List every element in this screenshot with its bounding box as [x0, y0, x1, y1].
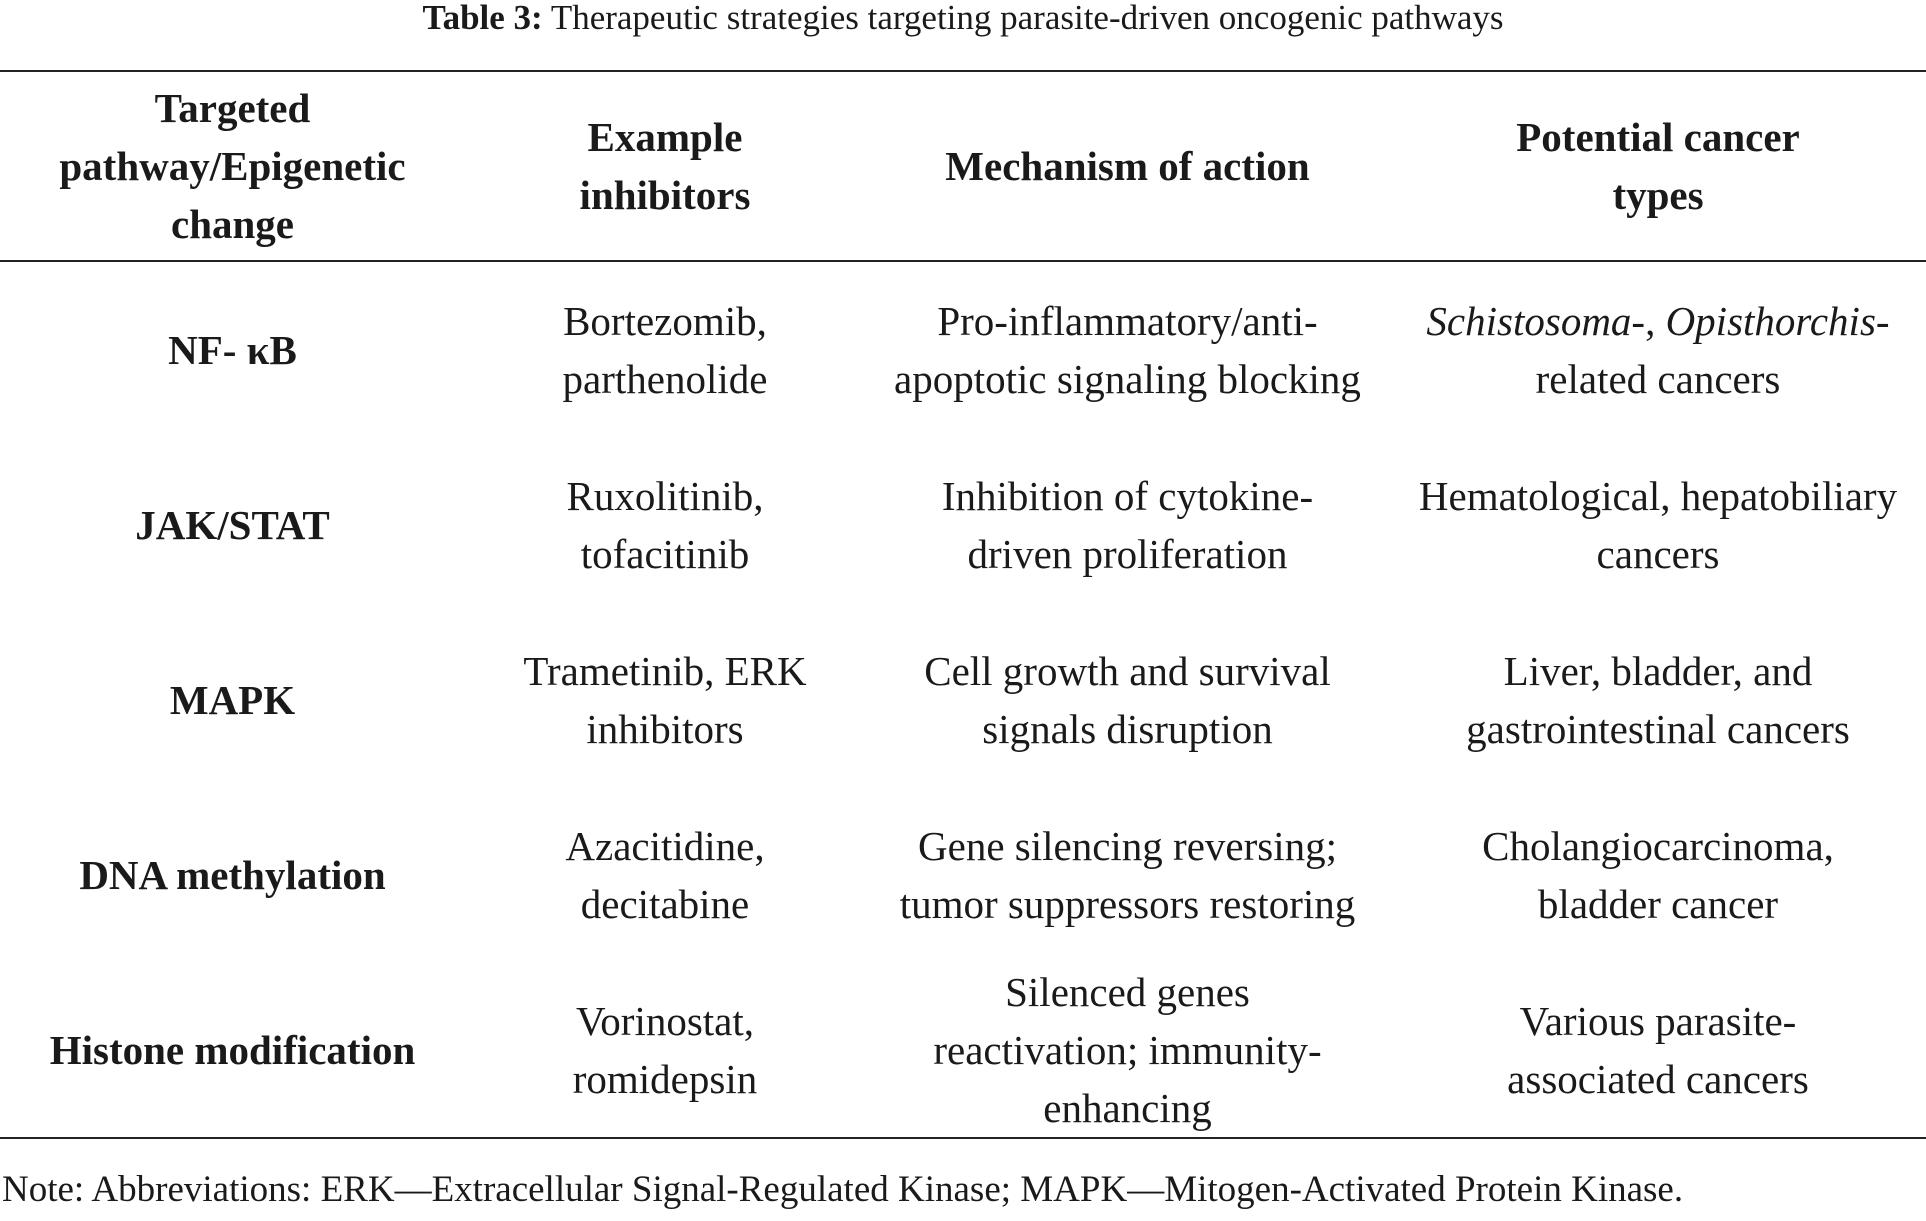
table-body — [0, 261, 1926, 1138]
mechanism-cell: Inhibition of cytokine-driven proliferation — [941, 472, 1314, 577]
cancer-types-cell: Liver, bladder, and gastrointestinal cancers — [1466, 647, 1850, 752]
header-row — [0, 71, 1926, 261]
header-inhibitors: Example inhibitors — [579, 114, 751, 218]
cancer-rest: -related cancers — [1535, 297, 1890, 402]
cancer-italic-schistosoma: Schistosoma — [1426, 297, 1632, 344]
inhibitors-cell: Azacitidine, decitabine — [565, 822, 765, 927]
cancer-types-cell: Hematological, hepatobiliary cancers — [1418, 472, 1898, 577]
pathway-cell: Histone modification — [49, 1026, 416, 1073]
mechanism-cell: Pro-inflammatory/anti-apoptotic signaling blocking — [894, 297, 1361, 402]
pathway-cell: MAPK — [169, 676, 296, 723]
header-cancer-types: Potential cancer types — [1516, 114, 1800, 218]
pathway-cell: JAK/STAT — [135, 501, 330, 548]
pathway-cell: NF- κB — [168, 326, 297, 373]
mechanism-cell: Cell growth and survival signals disruption — [924, 647, 1331, 752]
cancer-types-cell: Various parasite-associated cancers — [1507, 997, 1809, 1102]
inhibitors-cell: Bortezomib, parthenolide — [562, 297, 768, 402]
table-row — [0, 612, 1926, 787]
table-container — [0, 70, 1926, 1139]
table-caption — [0, 0, 1926, 40]
table-note: Note: Abbreviations: ERK—Extracellular Signal-Regulated Kinase; MAPK—Mitogen-Activated Protein Kinase. — [2, 1169, 1684, 1210]
cancer-separator: -, — [1631, 297, 1666, 344]
caption-label: Table 3: — [422, 0, 543, 37]
pathway-cell: DNA methylation — [79, 851, 386, 898]
cancer-types-cell: Cholangiocarcinoma, bladder cancer — [1482, 822, 1834, 927]
strategies-table — [0, 70, 1926, 1139]
header-mechanism: Mechanism of action — [945, 143, 1310, 189]
mechanism-cell: Gene silencing reversing; tumor suppressors restoring — [899, 822, 1356, 927]
table-row — [0, 261, 1926, 437]
inhibitors-cell: Vorinostat, romidepsin — [572, 997, 758, 1102]
table-row — [0, 787, 1926, 962]
mechanism-cell: Silenced genes reactivation; immunity-enhancing — [933, 968, 1322, 1131]
table-header — [0, 71, 1926, 261]
caption-text: Therapeutic strategies targeting parasite-driven oncogenic pathways — [550, 0, 1504, 37]
table-row — [0, 437, 1926, 612]
cancer-italic-opisthorchis: Opisthorchis — [1665, 297, 1876, 344]
cancer-types-cell — [1390, 261, 1926, 437]
header-pathway: Targeted pathway/Epigenetic change — [59, 85, 406, 247]
table-row — [0, 962, 1926, 1138]
inhibitors-cell: Trametinib, ERK inhibitors — [523, 647, 807, 752]
inhibitors-cell: Ruxolitinib, tofacitinib — [566, 472, 764, 577]
